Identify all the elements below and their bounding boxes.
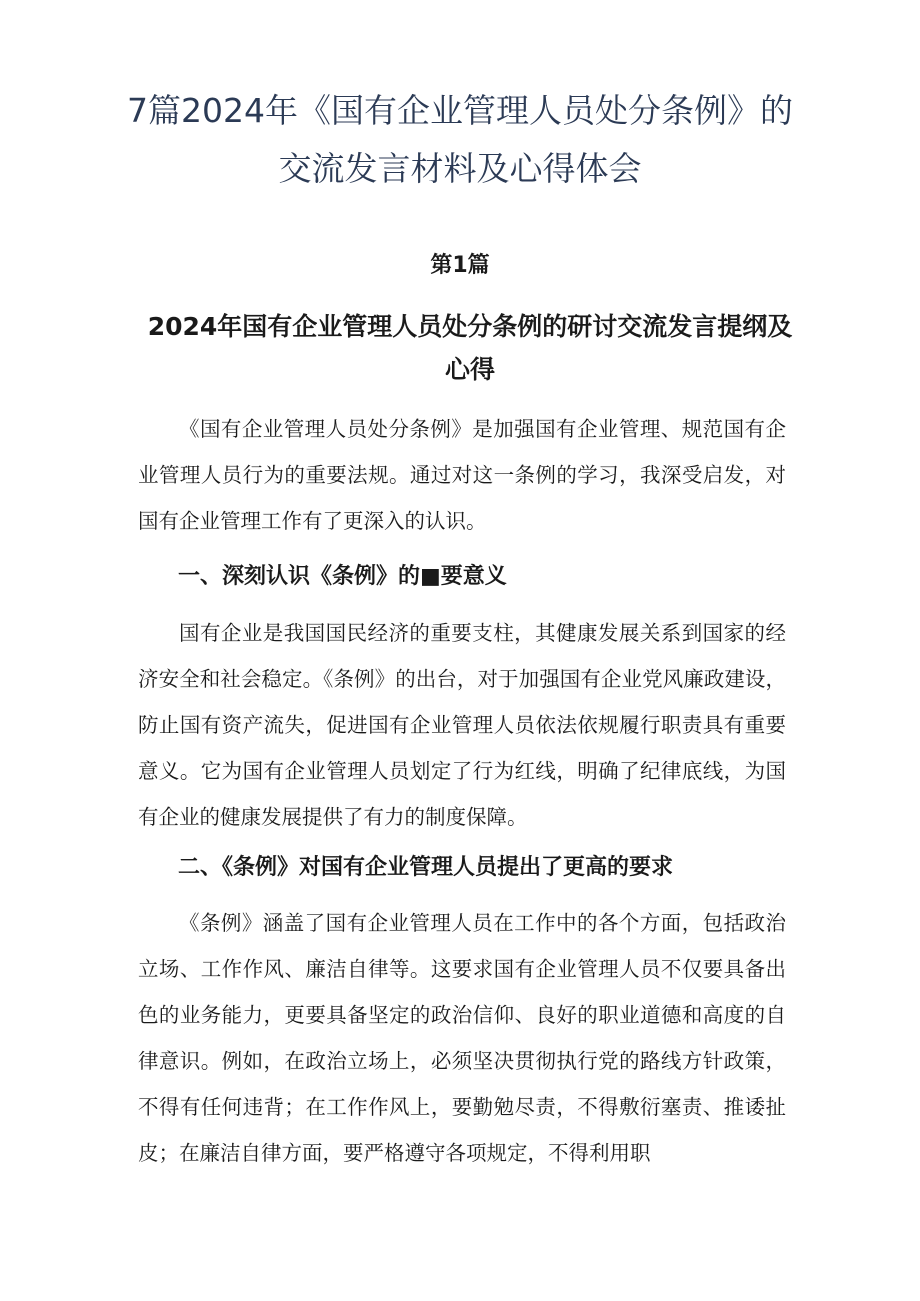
document-title: 7篇2024年《国有企业管理人员处分条例》的交流发言材料及心得体会	[127, 91, 793, 188]
article-subtitle: 2024年国有企业管理人员处分条例的研讨交流发言提纲及心得	[147, 312, 793, 384]
section-heading-2: 二、《条例》对国有企业管理人员提出了更高的要求	[178, 855, 674, 880]
part-label: 第1篇	[430, 253, 490, 278]
section-2-paragraph: 《条例》涵盖了国有企业管理人员在工作中的各个方面，包括政治立场、工作作风、廉洁自律等。这要求国有企业管理人员不仅要具备出色的业务能力，更要具备坚定的政治信仰、良好的职业道德和高度的自律意识。例如，在政治立场上，必须坚决贯彻执行党的路线方针政策，不得有任何违背；在工作作风上，要勤勉尽责，不得敷衍塞责、推诿扯皮；在廉洁自律方面，要严格遵守各项规定，不得利用职	[138, 911, 786, 1165]
section-heading-1: 一、深刻认识《条例》的■要意义	[178, 564, 507, 589]
intro-paragraph: 《国有企业管理人员处分条例》是加强国有企业管理、规范国有企业管理人员行为的重要法规。通过对这一条例的学习，我深受启发，对国有企业管理工作有了更深入的认识。	[138, 417, 786, 533]
section-1-paragraph: 国有企业是我国国民经济的重要支柱，其健康发展关系到国家的经济安全和社会稳定。《条例》的出台，对于加强国有企业党风廉政建设，防止国有资产流失，促进国有企业管理人员依法依规履行职责具有重要意义。它为国有企业管理人员划定了行为红线，明确了纪律底线，为国有企业的健康发展提供了有力的制度保障。	[138, 621, 786, 829]
